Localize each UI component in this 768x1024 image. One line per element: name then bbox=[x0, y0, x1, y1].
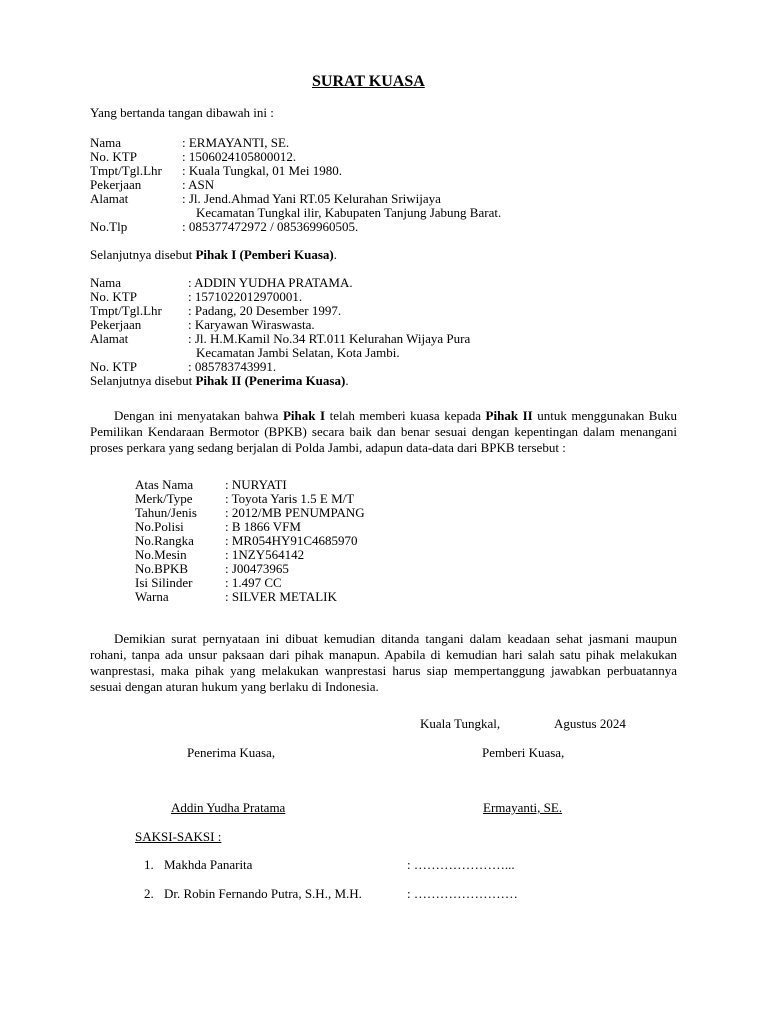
bpkb-label: Merk/Type bbox=[135, 491, 193, 506]
receiver-label: Penerima Kuasa, bbox=[187, 745, 276, 760]
field-value: : Jl. Jend.Ahmad Yani RT.05 Kelurahan Sriwijaya bbox=[182, 191, 441, 206]
field-label: Tmpt/Tgl.Lhr bbox=[90, 163, 162, 178]
designation-prefix: Selanjutnya disebut bbox=[90, 373, 196, 388]
field-value: : Padang, 20 Desember 1997. bbox=[188, 303, 342, 318]
paragraph-text: Dengan ini menyatakan bahwa bbox=[114, 408, 283, 423]
witness-name: Dr. Robin Fernando Putra, S.H., M.H. bbox=[164, 886, 362, 901]
pihak2-designation bbox=[90, 373, 349, 389]
field-value: : Jl. H.M.Kamil No.34 RT.011 Kelurahan Wijaya Pura bbox=[188, 331, 471, 346]
field-value: : 085377472972 / 085369960505. bbox=[182, 219, 359, 234]
bpkb-label: Atas Nama bbox=[135, 477, 194, 492]
document-title: SURAT KUASA bbox=[312, 73, 425, 90]
giver-label: Pemberi Kuasa, bbox=[482, 745, 565, 760]
field-value: : ADDIN YUDHA PRATAMA. bbox=[188, 275, 353, 290]
designation-role: Pihak II (Penerima Kuasa) bbox=[195, 373, 346, 388]
bpkb-label: Isi Silinder bbox=[135, 575, 193, 590]
designation-suffix: . bbox=[345, 373, 349, 388]
bpkb-value: : 1.497 CC bbox=[225, 575, 282, 590]
field-label: Tmpt/Tgl.Lhr bbox=[90, 303, 162, 318]
bpkb-label: No.Polisi bbox=[135, 519, 184, 534]
intro-text: Yang bertanda tangan dibawah ini : bbox=[90, 105, 274, 120]
field-value: : Karyawan Wiraswasta. bbox=[188, 317, 315, 332]
field-label: Alamat bbox=[90, 331, 129, 346]
field-value: : 085783743991. bbox=[188, 359, 277, 374]
signature-line: : …………………… bbox=[407, 886, 518, 901]
date: Agustus 2024 bbox=[554, 716, 626, 731]
bpkb-label: No.Rangka bbox=[135, 533, 194, 548]
field-value: : 1571022012970001. bbox=[188, 289, 303, 304]
field-value: Kecamatan Jambi Selatan, Kota Jambi. bbox=[196, 345, 400, 360]
bpkb-value: : MR054HY91C4685970 bbox=[225, 533, 358, 548]
bpkb-value: : 1NZY564142 bbox=[225, 547, 305, 562]
field-value: : 1506024105800012. bbox=[182, 149, 297, 164]
place: Kuala Tungkal, bbox=[420, 716, 501, 731]
paragraph-text: Demikian surat pernyataan ini dibuat kemudian ditanda tangani dalam keadaan sehat jasmani maupun rohani, tanpa ada unsur paksaan dari pihak manapun. Apabila di kemudian hari salah satu pihak melakukan wanprestasi, maka pihak yang melakukan wanprestasi harus siap mempertanggung jawabkan perbuatannya sesuai dengan aturan hukum yang berlaku di Indonesia. bbox=[90, 631, 677, 694]
bpkb-label: No.BPKB bbox=[135, 561, 189, 576]
field-label: Pekerjaan bbox=[90, 317, 142, 332]
witness-heading: SAKSI-SAKSI : bbox=[135, 829, 222, 844]
field-label: Nama bbox=[90, 135, 122, 150]
pihak1-designation bbox=[90, 247, 337, 263]
witness-number: 2. bbox=[144, 886, 154, 901]
bpkb-value: : B 1866 VFM bbox=[225, 519, 301, 534]
field-label: Alamat bbox=[90, 191, 129, 206]
designation-suffix: . bbox=[333, 247, 337, 262]
field-label: No.Tlp bbox=[90, 219, 128, 234]
bpkb-label: Tahun/Jenis bbox=[135, 505, 197, 520]
bpkb-label: No.Mesin bbox=[135, 547, 187, 562]
field-label: No. KTP bbox=[90, 149, 137, 164]
bpkb-value: : NURYATI bbox=[225, 477, 287, 492]
paragraph-text: telah memberi kuasa kepada bbox=[325, 408, 486, 423]
designation-role: Pihak I (Pemberi Kuasa) bbox=[195, 247, 334, 262]
closing-paragraph bbox=[90, 631, 677, 695]
bpkb-value: : SILVER METALIK bbox=[225, 589, 337, 604]
paragraph-bold: Pihak II bbox=[485, 408, 533, 423]
receiver-name: Addin Yudha Pratama bbox=[171, 800, 286, 815]
giver-name: Ermayanti, SE. bbox=[483, 800, 563, 815]
bpkb-value: : J00473965 bbox=[225, 561, 289, 576]
paragraph-text: untuk menggunakan Buku Pemilikan Kendaraan Bermotor (BPKB) secara baik dan benar sesuai dengan kepentingan dalam menangani proses perkara yang sedang berjalan di Polda Jambi, adapun data-data dari BPKB tersebut : bbox=[90, 408, 677, 455]
bpkb-label: Warna bbox=[135, 589, 169, 604]
signature-line: : …………………... bbox=[407, 857, 515, 872]
field-value: : ASN bbox=[182, 177, 215, 192]
field-value: : ERMAYANTI, SE. bbox=[182, 135, 290, 150]
field-label: Pekerjaan bbox=[90, 177, 142, 192]
witness-name: Makhda Panarita bbox=[164, 857, 253, 872]
authorization-paragraph bbox=[90, 408, 677, 456]
field-value: Kecamatan Tungkal ilir, Kabupaten Tanjung Jabung Barat. bbox=[196, 205, 502, 220]
designation-prefix: Selanjutnya disebut bbox=[90, 247, 196, 262]
field-value: : Kuala Tungkal, 01 Mei 1980. bbox=[182, 163, 342, 178]
paragraph-bold: Pihak I bbox=[282, 408, 326, 423]
bpkb-value: : 2012/MB PENUMPANG bbox=[225, 505, 365, 520]
field-label: No. KTP bbox=[90, 289, 137, 304]
witness-number: 1. bbox=[144, 857, 154, 872]
field-label: Nama bbox=[90, 275, 122, 290]
bpkb-value: : Toyota Yaris 1.5 E M/T bbox=[225, 491, 355, 506]
field-label: No. KTP bbox=[90, 359, 137, 374]
